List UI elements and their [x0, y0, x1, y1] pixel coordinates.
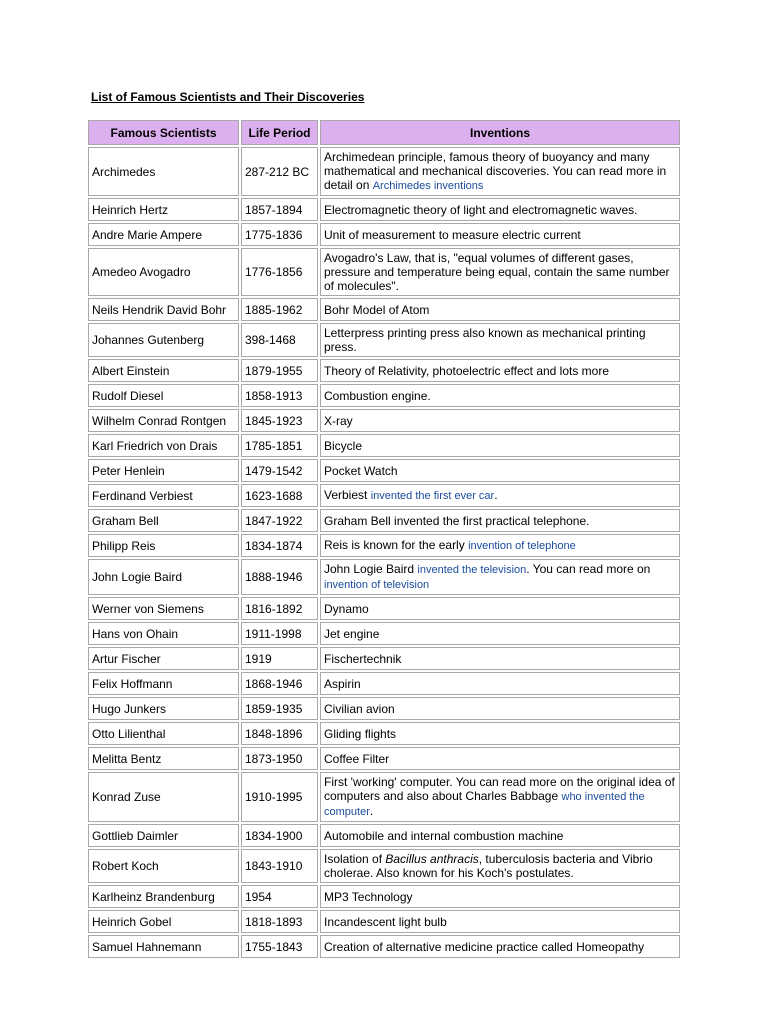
invention-description	[320, 409, 680, 432]
scientist-name: Artur Fischer	[88, 647, 239, 670]
life-period: 1954	[241, 885, 318, 908]
life-period: 1816-1892	[241, 597, 318, 620]
life-period: 1919	[241, 647, 318, 670]
scientist-name: Robert Koch	[88, 849, 239, 883]
header-famous-scientists: Famous Scientists	[88, 120, 239, 145]
scientist-name: Karlheinz Brandenburg	[88, 885, 239, 908]
scientist-name: Konrad Zuse	[88, 772, 239, 822]
scientist-name: Albert Einstein	[88, 359, 239, 382]
scientist-name: Johannes Gutenberg	[88, 323, 239, 357]
invention-description	[320, 772, 680, 822]
page-title: List of Famous Scientists and Their Discoveries	[91, 90, 365, 104]
scientist-name: Heinrich Gobel	[88, 910, 239, 933]
life-period: 1785-1851	[241, 434, 318, 457]
life-period: 1911-1998	[241, 622, 318, 645]
invention-text: Archimedean principle, famous theory of buoyancy and many mathematical and mechanical discoveries. You can read more in detail on	[324, 150, 667, 192]
invention-text: Incandescent light bulb	[324, 914, 447, 929]
invention-text: Creation of alternative medicine practice called Homeopathy	[324, 939, 645, 954]
invention-text: Graham Bell invented the first practical telephone.	[324, 513, 590, 528]
invention-text: , tuberculosis bacteria and Vibrio cholerae. Also known for his Koch's postulates.	[324, 852, 653, 880]
invention-text: Verbiest	[324, 488, 371, 502]
scientist-name: Hans von Ohain	[88, 622, 239, 645]
invention-text: . You can read more on	[526, 562, 651, 576]
invention-link[interactable]: invented the first ever car	[370, 490, 495, 502]
life-period: 1755-1843	[241, 935, 318, 958]
table-row	[88, 223, 680, 246]
table-row	[88, 622, 680, 645]
scientist-name: Werner von Siemens	[88, 597, 239, 620]
scientist-name: Gottlieb Daimler	[88, 824, 239, 847]
table-row	[88, 647, 680, 670]
life-period: 1845-1923	[241, 409, 318, 432]
scientist-name: Otto Lilienthal	[88, 722, 239, 745]
invention-link[interactable]: invention of television	[324, 579, 430, 591]
table-row	[88, 885, 680, 908]
invention-text: Electromagnetic theory of light and electromagnetic waves.	[324, 202, 638, 217]
invention-text: Gliding flights	[324, 726, 397, 741]
invention-text: Coffee Filter	[324, 751, 390, 766]
life-period: 287-212 BC	[241, 147, 318, 196]
table-body	[88, 147, 680, 958]
invention-link[interactable]: Archimedes inventions	[372, 180, 484, 192]
invention-description	[320, 434, 680, 457]
invention-description	[320, 323, 680, 357]
life-period: 1623-1688	[241, 484, 318, 507]
scientist-name: Karl Friedrich von Drais	[88, 434, 239, 457]
table-row	[88, 509, 680, 532]
life-period: 1879-1955	[241, 359, 318, 382]
invention-description	[320, 509, 680, 532]
life-period: 1843-1910	[241, 849, 318, 883]
invention-text: John Logie Baird	[324, 562, 418, 576]
invention-description	[320, 885, 680, 908]
scientist-name: Felix Hoffmann	[88, 672, 239, 695]
scientist-name: Neils Hendrik David Bohr	[88, 298, 239, 321]
invention-description	[320, 849, 680, 883]
scientist-name: Wilhelm Conrad Rontgen	[88, 409, 239, 432]
scientist-name: Graham Bell	[88, 509, 239, 532]
life-period: 1834-1874	[241, 534, 318, 557]
invention-description	[320, 147, 680, 196]
invention-description	[320, 910, 680, 933]
scientist-name: Archimedes	[88, 147, 239, 196]
table-row	[88, 459, 680, 482]
life-period: 1848-1896	[241, 722, 318, 745]
invention-description	[320, 248, 680, 296]
invention-description	[320, 559, 680, 595]
life-period: 1818-1893	[241, 910, 318, 933]
table-row	[88, 534, 680, 557]
life-period: 1868-1946	[241, 672, 318, 695]
table-row	[88, 559, 680, 595]
scientist-name: Hugo Junkers	[88, 697, 239, 720]
life-period: 1885-1962	[241, 298, 318, 321]
table-row	[88, 849, 680, 883]
invention-text: .	[369, 804, 374, 818]
table-row	[88, 409, 680, 432]
life-period: 1847-1922	[241, 509, 318, 532]
table-row	[88, 672, 680, 695]
invention-text: Reis is known for the early	[324, 538, 469, 552]
table-row	[88, 597, 680, 620]
invention-description	[320, 647, 680, 670]
invention-description	[320, 747, 680, 770]
invention-text: First 'working' computer. You can read more on the original idea of computers and also about Charles Babbage	[324, 775, 675, 803]
life-period: 1776-1856	[241, 248, 318, 296]
invention-text: Letterpress printing press also known as mechanical printing press.	[324, 326, 646, 354]
invention-description	[320, 484, 680, 507]
invention-link[interactable]: invention of telephone	[468, 540, 576, 552]
invention-description	[320, 622, 680, 645]
invention-description	[320, 384, 680, 407]
invention-text: Isolation of	[324, 852, 386, 866]
scientist-name: Ferdinand Verbiest	[88, 484, 239, 507]
table-row	[88, 434, 680, 457]
invention-text: Fischertechnik	[324, 651, 402, 666]
table-row	[88, 747, 680, 770]
scientist-name: Heinrich Hertz	[88, 198, 239, 221]
invention-text: Pocket Watch	[324, 463, 398, 478]
scientist-name: Peter Henlein	[88, 459, 239, 482]
invention-text: .	[494, 488, 498, 502]
table-row	[88, 147, 680, 196]
invention-description	[320, 935, 680, 958]
scientist-name: Philipp Reis	[88, 534, 239, 557]
table-row	[88, 722, 680, 745]
scientist-name: Melitta Bentz	[88, 747, 239, 770]
life-period: 1775-1836	[241, 223, 318, 246]
life-period: 1910-1995	[241, 772, 318, 822]
table-row	[88, 824, 680, 847]
invention-description	[320, 722, 680, 745]
table-row	[88, 298, 680, 321]
invention-description	[320, 672, 680, 695]
invention-text: Bicycle	[324, 438, 363, 453]
invention-description	[320, 597, 680, 620]
table-row	[88, 323, 680, 357]
scientist-name: John Logie Baird	[88, 559, 239, 595]
table-row	[88, 910, 680, 933]
header-life-period: Life Period	[241, 120, 318, 145]
table-row	[88, 198, 680, 221]
invention-text: Civilian avion	[324, 701, 395, 716]
invention-text: MP3 Technology	[324, 889, 413, 904]
invention-text: Bohr Model of Atom	[324, 302, 430, 317]
invention-description	[320, 534, 680, 557]
invention-text: X-ray	[324, 413, 353, 428]
invention-description	[320, 298, 680, 321]
life-period: 1888-1946	[241, 559, 318, 595]
header-row	[88, 120, 680, 145]
invention-text: Dynamo	[324, 601, 369, 616]
table-row	[88, 248, 680, 296]
invention-text: Avogadro's Law, that is, "equal volumes of different gases, pressure and temperature being equal, contain the same number of molecules".	[324, 251, 670, 293]
invention-text: Combustion engine.	[324, 388, 431, 403]
scientist-name: Amedeo Avogadro	[88, 248, 239, 296]
invention-description	[320, 359, 680, 382]
invention-link[interactable]: who invented the computer	[324, 791, 645, 818]
invention-description	[320, 824, 680, 847]
life-period: 1834-1900	[241, 824, 318, 847]
scientist-name: Rudolf Diesel	[88, 384, 239, 407]
invention-text: Automobile and internal combustion machine	[324, 828, 564, 843]
table-row	[88, 359, 680, 382]
invention-text: Aspirin	[324, 676, 361, 691]
life-period: 1873-1950	[241, 747, 318, 770]
table-row	[88, 484, 680, 507]
life-period: 1479-1542	[241, 459, 318, 482]
header-inventions: Inventions	[320, 120, 680, 145]
invention-text: Unit of measurement to measure electric current	[324, 227, 581, 242]
invention-description	[320, 198, 680, 221]
italic-text: Bacillus anthracis	[385, 852, 479, 866]
table-row	[88, 772, 680, 822]
table-row	[88, 935, 680, 958]
scientist-name: Andre Marie Ampere	[88, 223, 239, 246]
life-period: 1857-1894	[241, 198, 318, 221]
table-row	[88, 384, 680, 407]
table-row	[88, 697, 680, 720]
invention-text: Theory of Relativity, photoelectric effect and lots more	[324, 363, 610, 378]
life-period: 1859-1935	[241, 697, 318, 720]
scientists-table	[86, 118, 682, 960]
invention-description	[320, 459, 680, 482]
invention-text: Jet engine	[324, 626, 380, 641]
invention-link[interactable]: invented the television	[417, 564, 527, 576]
life-period: 1858-1913	[241, 384, 318, 407]
invention-description	[320, 223, 680, 246]
scientist-name: Samuel Hahnemann	[88, 935, 239, 958]
invention-description	[320, 697, 680, 720]
life-period: 398-1468	[241, 323, 318, 357]
